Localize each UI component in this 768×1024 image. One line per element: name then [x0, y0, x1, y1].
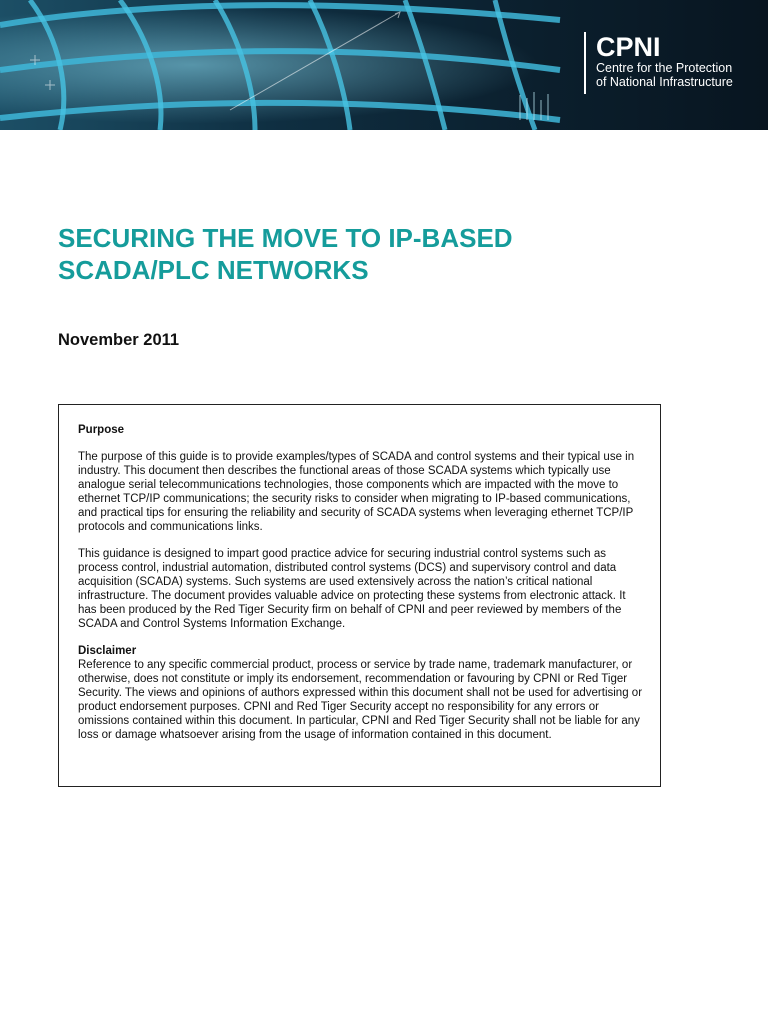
header-banner: [0, 0, 768, 130]
disclaimer-heading: Disclaimer: [78, 645, 137, 657]
title-line-2: SCADA/PLC NETWORKS: [58, 255, 369, 285]
logo-tagline-2: of National Infrastructure: [596, 75, 733, 89]
document-date: November 2011: [58, 331, 180, 349]
document-title: [58, 222, 698, 286]
purpose-paragraph-1: The purpose of this guide is to provide examples/types of SCADA and control systems and their typical use in industry. This document then describes the functional areas of those SCADA systems which typically use analogue serial telecommunications technologies, those components which are impacted with the move to ethernet TCP/IP communications; the security risks to consider when migrating to IP-based communications, and practical tips for ensuring the reliability and security of SCADA systems when leveraging ethernet TCP/IP protocols and communications links.: [78, 451, 635, 533]
title-line-1: SECURING THE MOVE TO IP-BASED: [58, 223, 513, 253]
logo-mark: CPNI: [596, 32, 661, 62]
purpose-heading: Purpose: [78, 424, 125, 436]
disclaimer-paragraph: Reference to any specific commercial product, process or service by trade name, trademark manufacturer, or otherwise, does not constitute or imply its endorsement, recommendation or favouring by CPNI or Red Tiger Security. The views and opinions of authors expressed within this document shall not be used for advertising or product endorsement purposes. CPNI and Red Tiger Security accept no responsibility for any errors or omissions contained within this document. In particular, CPNI and Red Tiger Security shall not be liable for any loss or damage whatsoever arising from the usage of information contained in this document.: [78, 659, 643, 741]
purpose-paragraph-2: This guidance is designed to impart good practice advice for securing industrial control systems such as process control, industrial automation, distributed control systems (DCS) and supervisory control and data acquisition (SCADA) systems. Such systems are used extensively across the nation’s critical national infrastructure. The document provides valuable advice on protecting these systems from electronic attack. It has been produced by the Red Tiger Security firm on behalf of CPNI and peer reviewed by members of the SCADA and Control Systems Information Exchange.: [78, 548, 626, 630]
summary-box: [58, 404, 661, 787]
logo-tagline-1: Centre for the Protection: [596, 61, 733, 75]
cpni-logo: [584, 32, 733, 94]
